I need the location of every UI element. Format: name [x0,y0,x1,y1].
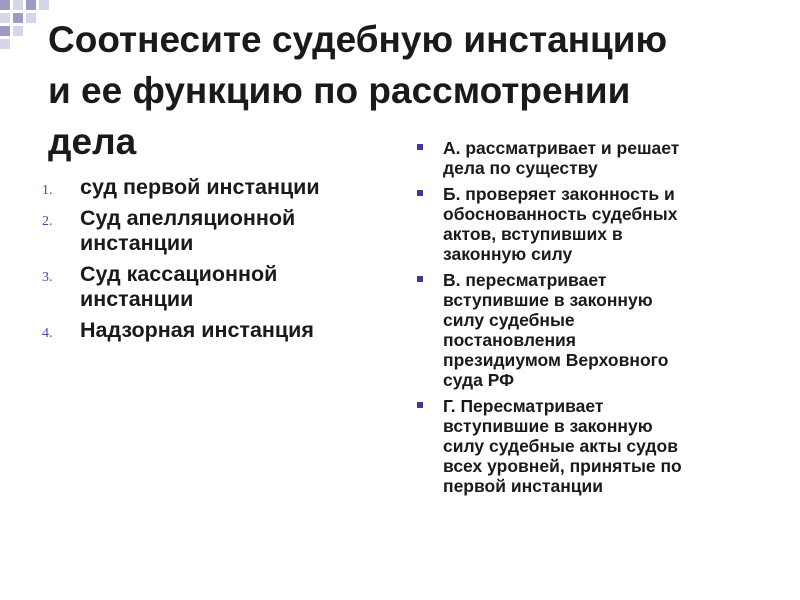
court-function-text: постановления [443,330,577,350]
court-instances-list [40,175,390,349]
deco-square [13,26,23,36]
court-function-text: дела по существу [443,158,598,178]
deco-square [13,13,23,23]
deco-square [0,26,10,36]
court-function-text: А. рассматривает и решает [443,138,680,158]
square-bullet-icon [417,144,423,150]
deco-square [0,13,10,23]
court-function-text: В. пересматривает [443,270,607,290]
court-functions-list [413,138,773,502]
title-line: Соотнесите судебную инстанцию [48,19,668,60]
court-instance-text: Суд апелляционной [80,206,296,230]
deco-square [13,0,23,10]
deco-square [26,0,36,10]
deco-square [39,0,49,10]
court-function-text: силу судебные [443,310,575,330]
court-function-text: всех уровней, принятые по [443,456,682,476]
court-instance-text: инстанции [80,231,194,255]
court-function-item [413,270,773,390]
square-bullet-icon [417,276,423,282]
deco-square [0,39,10,49]
court-instance-text: суд первой инстанции [80,175,320,199]
court-function-text: актов, вступивших в [443,224,623,244]
square-bullet-icon [417,402,423,408]
court-function-text: Б. проверяет законность и [443,184,675,204]
list-number: 4. [42,326,53,341]
court-function-text: первой инстанции [443,476,604,496]
list-number: 1. [42,183,53,198]
court-function-text: Г. Пересматривает [443,396,604,416]
court-function-text: силу судебные акты судов [443,436,678,456]
deco-square [0,0,10,10]
court-instance-text: Суд кассационной [80,262,278,286]
title-line: и ее функцию по рассмотрении [48,70,631,111]
court-function-item [413,396,773,496]
court-function-text: обоснованность судебных [443,204,678,224]
court-instance-text: Надзорная инстанция [80,318,314,342]
list-number: 3. [42,270,53,285]
court-function-text: вступившие в законную [443,416,653,436]
corner-squares-decoration [0,0,52,48]
court-instance-text: инстанции [80,287,194,311]
court-instance-item [40,175,390,200]
court-function-item [413,138,773,178]
square-bullet-icon [417,190,423,196]
court-instance-item [40,206,390,256]
court-function-text: президиумом Верховного [443,350,669,370]
deco-square [26,13,36,23]
title-line: дела [48,121,137,162]
court-function-text: законную силу [443,244,573,264]
court-function-text: суда РФ [443,370,515,390]
court-instance-item [40,262,390,312]
court-function-text: вступившие в законную [443,290,653,310]
court-function-item [413,184,773,264]
list-number: 2. [42,214,53,229]
court-instance-item [40,318,390,343]
